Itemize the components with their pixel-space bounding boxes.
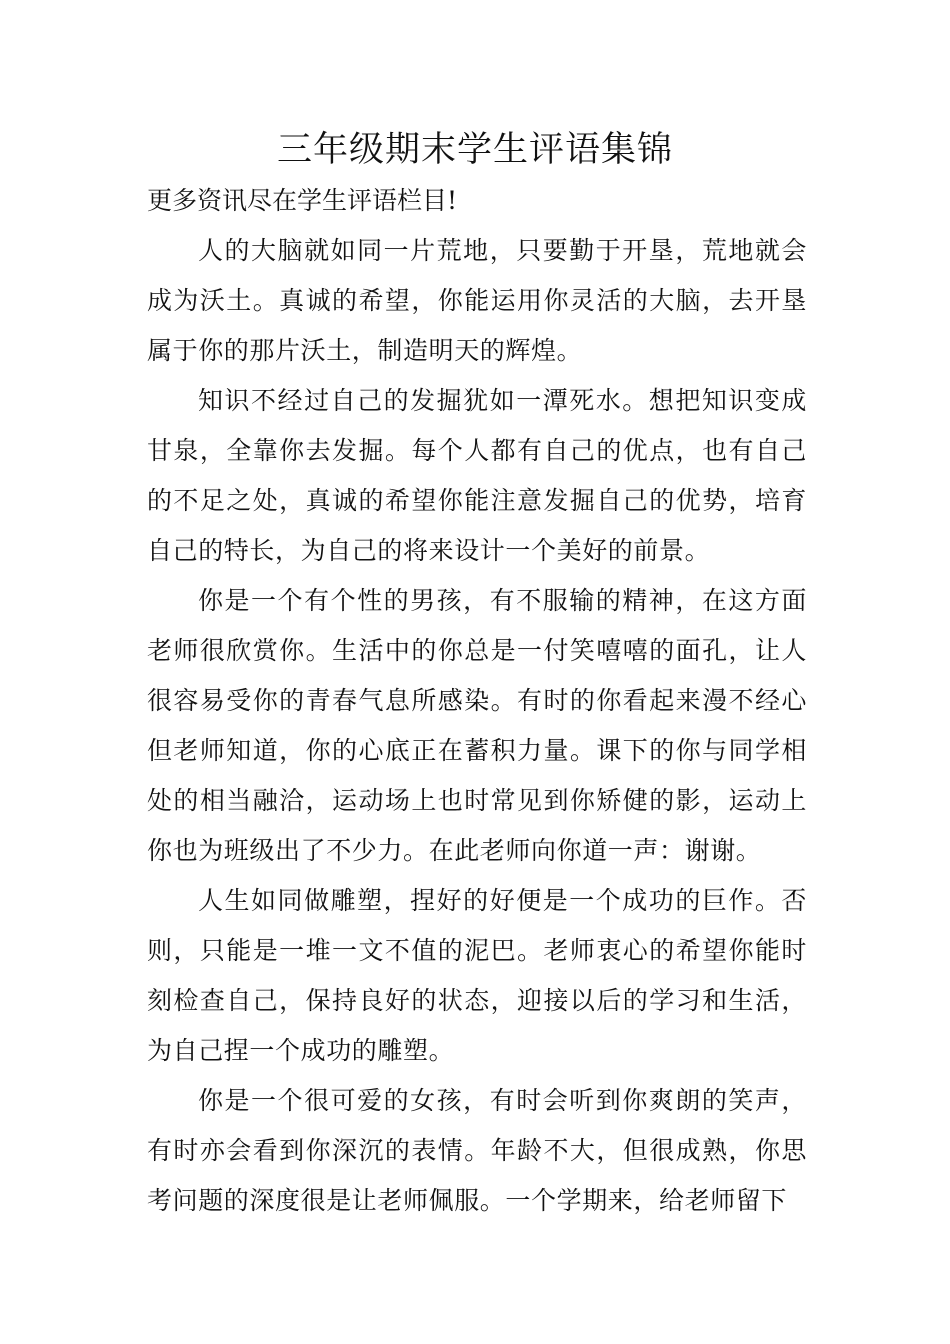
paragraph-3: 你是一个有个性的男孩，有不服输的精神，在这方面老师很欣赏你。生活中的你总是一付笑嘻嘻的面孔，让人很容易受你的青春气息所感染。有时的你看起来漫不经心但老师知道，你的心底正在蓄积力量。课下的你与同学相处的相当融洽，运动场上也时常见到你矫健的影，运动上你也为班级出了不少力。在此老师向你道一声：谢谢。 (147, 586, 807, 865)
document-body (147, 176, 807, 1226)
paragraph-5: 你是一个很可爱的女孩，有时会听到你爽朗的笑声，有时亦会看到你深沉的表情。年龄不大，但很成熟，你思考问题的深度很是让老师佩服。一个学期来，给老师留下 (147, 1086, 807, 1215)
paragraph-1: 人的大脑就如同一片荒地，只要勤于开垦，荒地就会成为沃土。真诚的希望，你能运用你灵活的大脑，去开垦属于你的那片沃土，制造明天的辉煌。 (147, 236, 807, 365)
paragraph-2: 知识不经过自己的发掘犹如一潭死水。想把知识变成甘泉，全靠你去发掘。每个人都有自己的优点，也有自己的不足之处，真诚的希望你能注意发掘自己的优势，培育自己的特长，为自己的将来设计一个美好的前景。 (147, 386, 807, 565)
paragraph-4: 人生如同做雕塑，捏好的好便是一个成功的巨作。否则，只能是一堆一文不值的泥巴。老师衷心的希望你能时刻检查自己，保持良好的状态，迎接以后的学习和生活，为自己捏一个成功的雕塑。 (147, 886, 807, 1065)
document-subtitle: 更多资讯尽在学生评语栏目! (147, 186, 458, 215)
document-title: 三年级期末学生评语集锦 (276, 130, 673, 170)
